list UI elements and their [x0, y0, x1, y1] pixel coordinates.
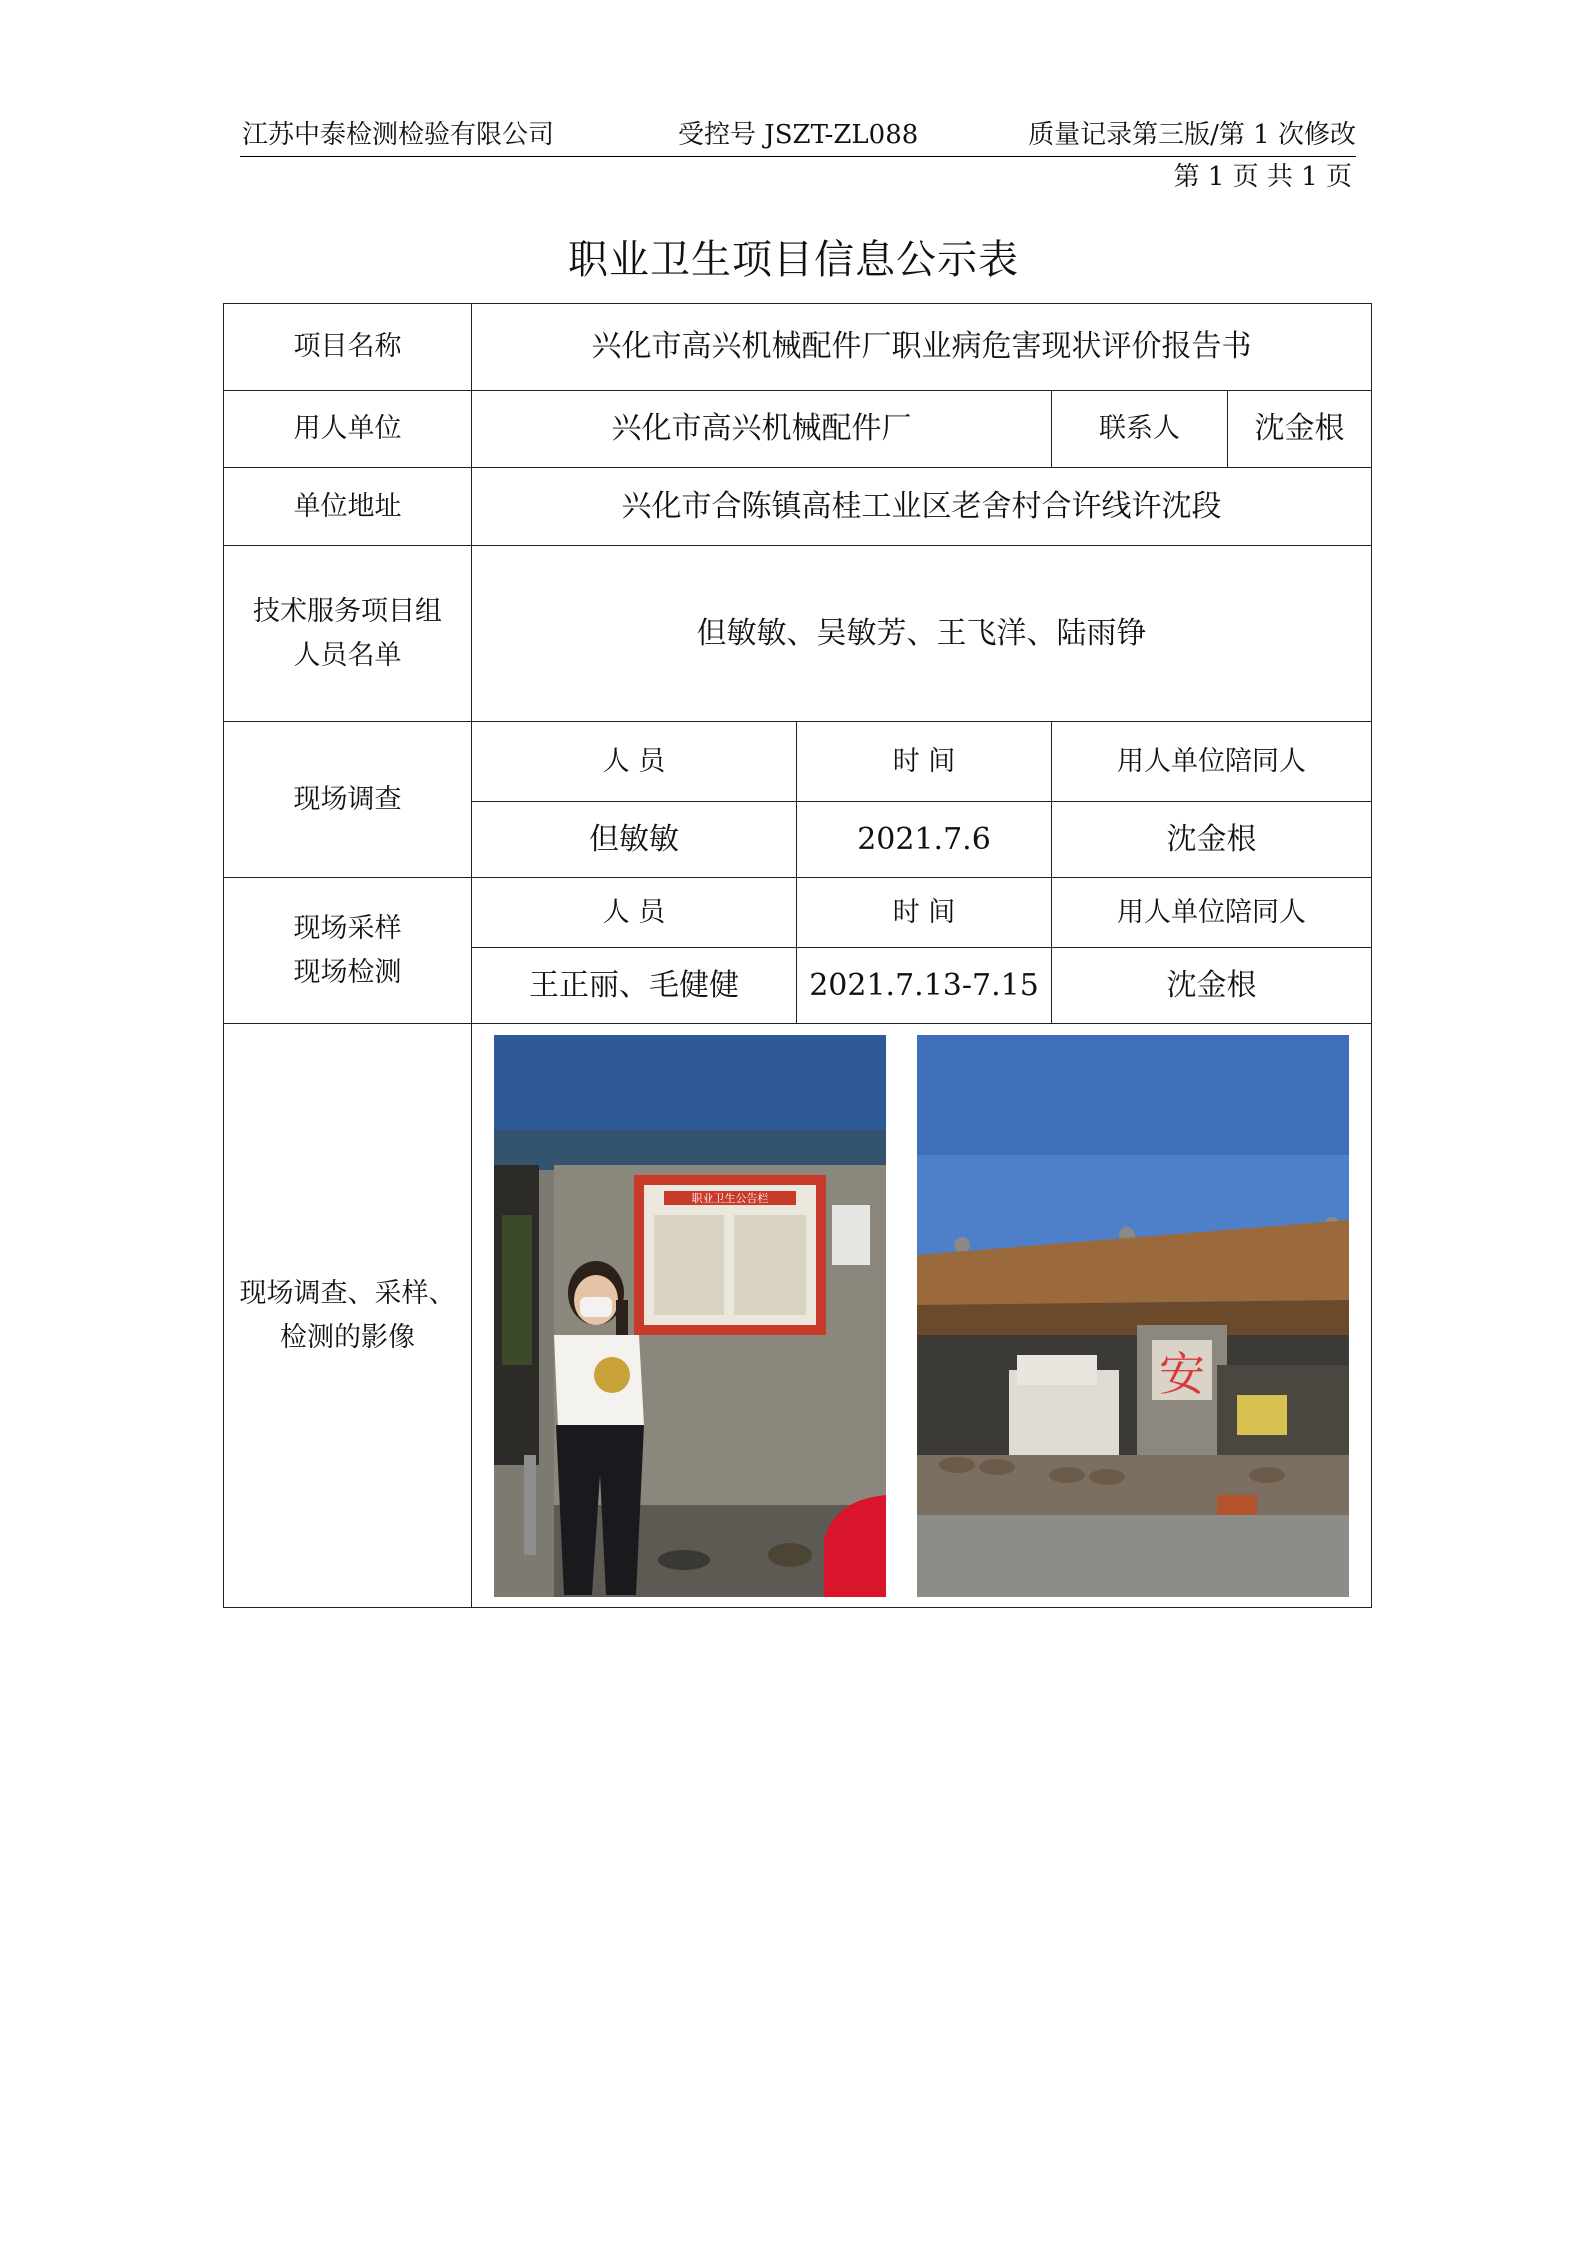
row-survey-header — [224, 722, 1372, 802]
address-label: 单位地址 — [224, 468, 472, 546]
project-name-value: 兴化市高兴机械配件厂职业病危害现状评价报告书 — [472, 304, 1372, 391]
team-label-line2: 人员名单 — [293, 639, 402, 671]
team-label-line1: 技术服务项目组 — [253, 596, 442, 628]
page-title: 职业卫生项目信息公示表 — [568, 237, 1019, 283]
info-table — [223, 303, 1372, 1608]
employer-value: 兴化市高兴机械配件厂 — [472, 391, 1052, 468]
sampling-time: 2021.7.13-7.15 — [797, 948, 1052, 1024]
row-employer — [224, 391, 1372, 468]
poster-title: 职业卫生公告栏 — [691, 1191, 769, 1205]
team-label — [224, 546, 472, 722]
sampling-escort: 沈金根 — [1052, 948, 1372, 1024]
sampling-label-line1: 现场采样 — [293, 913, 402, 945]
record-version: 质量记录第三版/第 1 次修改 — [1028, 120, 1356, 150]
images-label — [224, 1024, 472, 1608]
sampling-col-time: 时 间 — [797, 878, 1052, 948]
project-name-label: 项目名称 — [224, 304, 472, 391]
row-address — [224, 468, 1372, 546]
survey-time: 2021.7.6 — [797, 802, 1052, 878]
sampling-col-people: 人 员 — [472, 878, 797, 948]
contact-value: 沈金根 — [1228, 391, 1372, 468]
company-name: 江苏中泰检测检验有限公司 — [242, 120, 555, 150]
images-label-line1: 现场调查、采样、 — [239, 1278, 456, 1310]
sampling-people: 王正丽、毛健健 — [472, 948, 797, 1024]
survey-people: 但敏敏 — [472, 802, 797, 878]
contact-label: 联系人 — [1052, 391, 1228, 468]
photo-onsite-survey — [494, 1035, 886, 1597]
row-sampling-header — [224, 878, 1372, 948]
row-project-name — [224, 304, 1372, 391]
photo-onsite-survey-image — [494, 1035, 886, 1597]
photo-strip — [472, 1027, 1371, 1605]
employer-label: 用人单位 — [224, 391, 472, 468]
survey-escort: 沈金根 — [1052, 802, 1372, 878]
sampling-col-escort: 用人单位陪同人 — [1052, 878, 1372, 948]
images-label-line2: 检测的影像 — [280, 1321, 415, 1353]
survey-col-time: 时 间 — [797, 722, 1052, 802]
survey-label: 现场调查 — [224, 722, 472, 878]
control-number: 受控号 JSZT-ZL088 — [678, 120, 919, 150]
page-info: 第 1 页 共 1 页 — [1173, 162, 1352, 192]
survey-col-people: 人 员 — [472, 722, 797, 802]
sampling-label-line2: 现场检测 — [293, 956, 402, 988]
photo-workshop — [917, 1035, 1349, 1597]
page-header — [240, 108, 1356, 157]
sign-character: 安 — [1159, 1346, 1205, 1401]
photo-workshop-image — [917, 1035, 1349, 1597]
survey-col-escort: 用人单位陪同人 — [1052, 722, 1372, 802]
row-images — [224, 1024, 1372, 1608]
images-cell — [472, 1024, 1372, 1608]
sampling-label — [224, 878, 472, 1024]
team-members-value: 但敏敏、吴敏芳、王飞洋、陆雨铮 — [472, 546, 1372, 722]
row-team — [224, 546, 1372, 722]
address-value: 兴化市合陈镇高桂工业区老舍村合许线许沈段 — [472, 468, 1372, 546]
